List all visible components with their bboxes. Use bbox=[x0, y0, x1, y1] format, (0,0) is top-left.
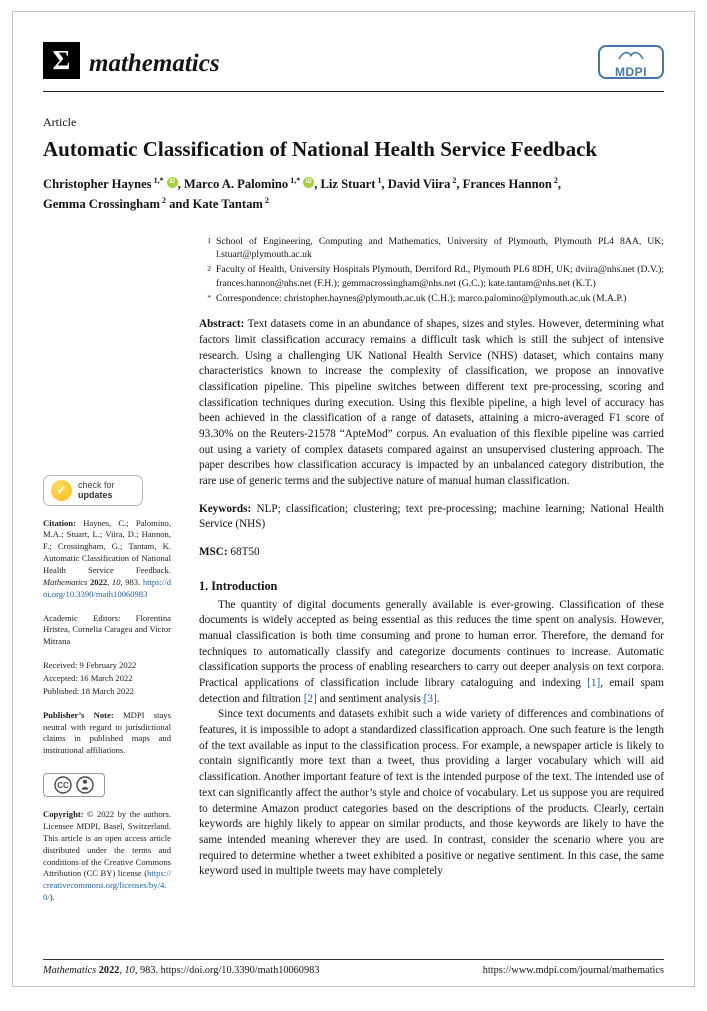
text-segment: Text datasets come in an abundance of shapes, sizes and styles. However, determining what factors limit classification accuracy remains a difficult task which is still the subject of intensive research. Using a challenging UK National Health Service (NHS) dataset, which contains many characteristics known to increase the complexity of classification, we propose an innovative classification pipeline. This pipeline switches between different text pre-processing, scoring and classification techniques during execution. Using this flexible pipeline, a high level of accuracy has been achieved in the classification of a range of datasets, attaining a micro-averaged F1 score of 93.30% on the Reuters-21578 “ApteMod” corpus. An evaluation of this flexible pipeline was carried out using a variety of complex datasets compared against an unsupervised clustering approach. The paper describes how classification accuracy is impacted by an unbalanced category distribution, the rare use of generic terms and the subjective nature of manual human classification. bbox=[199, 318, 664, 488]
mdpi-book-icon bbox=[618, 47, 644, 65]
text-segment: Abstract: bbox=[199, 318, 248, 331]
check-for-updates-label bbox=[78, 480, 115, 501]
journal-brand bbox=[43, 42, 220, 79]
author: Frances Hannon $^2$, bbox=[462, 176, 562, 192]
author: David Viira $^2$, bbox=[387, 176, 463, 192]
text-segment: © 2022 by the authors. Licensee MDPI, Basel, Switzerland. This article is an open access article distributed under the terms and conditions of the Creative Commons Attribution (CC BY) license ( bbox=[43, 809, 171, 879]
author-list bbox=[43, 174, 664, 214]
text-segment: Copyright: bbox=[43, 809, 88, 820]
text-segment: MDPI stays neutral with regard to jurisdictional claims in published maps and institutional affiliations. bbox=[43, 709, 172, 756]
citation-note bbox=[43, 518, 171, 601]
citation-ref[interactable]: [2] bbox=[303, 692, 317, 705]
citation-ref[interactable]: [3] bbox=[423, 692, 437, 705]
badge-line-2: updates bbox=[78, 490, 113, 501]
text-segment: , 983. bbox=[134, 965, 161, 976]
svg-text:CC: CC bbox=[57, 781, 69, 791]
text-segment: , 983. bbox=[120, 576, 143, 587]
affiliation-number: 2 bbox=[207, 264, 211, 274]
text-segment: Mathematics bbox=[43, 965, 99, 976]
abstract bbox=[199, 317, 664, 489]
text-segment: Publisher’s Note: bbox=[43, 709, 124, 720]
affiliation-row bbox=[199, 292, 664, 306]
orcid-icon[interactable]: iD bbox=[167, 177, 178, 188]
cc-by-license-icon[interactable] bbox=[43, 773, 105, 797]
content-columns bbox=[43, 235, 664, 904]
link-text[interactable]: https://creativecommons.org/licenses/by/4.0/ bbox=[43, 868, 171, 903]
msc bbox=[199, 545, 664, 561]
journal-header bbox=[43, 42, 664, 92]
text-segment: Mathematics bbox=[43, 576, 90, 587]
article-type: Article bbox=[43, 115, 77, 129]
journal-name: mathematics bbox=[89, 50, 220, 77]
text-segment: . bbox=[436, 692, 440, 705]
page bbox=[12, 11, 695, 987]
text-segment: , bbox=[119, 965, 125, 976]
affiliation-number: 1 bbox=[207, 235, 211, 245]
intro-paragraph-2: Since text documents and datasets exhibit such a wide variety of differences and combinations of features, it is impossible to adopt a standardized classification approach. One such feature is the length of the text available as input to the classification process. For example, a newspaper article is likely to contain significantly more text than a tweet, thus providing a larger vocabulary which will aid classification. Another important feature of text is the intended purpose of the text. The intended use of text can significantly affect the author’s style and choice of vocabulary. Let us suppose you are required to determine Amazon product categories based on the descriptions of the products. Clearly, certain keywords are highly likely to appear on similar products, and those keywords are likely to have the same intended meaning wherever they are used. In contrast, consider the scenario where you are required to determine whether a tweet exhibited a positive or negative sentiment. In this case, the same keyword used in multiple tweets may have completely bbox=[199, 708, 664, 878]
text-segment: ). bbox=[49, 892, 55, 903]
section-heading-introduction: 1. Introduction bbox=[199, 578, 278, 593]
text-segment: and sentiment analysis bbox=[316, 692, 424, 705]
link-text[interactable]: https://doi.org/10.3390/math10060983 bbox=[43, 576, 172, 599]
mdpi-logo-text: MDPI bbox=[615, 64, 647, 79]
academic-editors: Academic Editors: Florentina Hristea, Cornelia Caragea and Victor Mitrana bbox=[43, 612, 171, 647]
text-segment: Citation: bbox=[43, 517, 84, 528]
affiliation-text: Correspondence: christopher.haynes@plymouth.ac.uk (C.H.); marco.palomino@plymouth.ac.uk (M.A.P.) bbox=[216, 292, 627, 304]
text-segment: , bbox=[107, 576, 112, 587]
text-segment: 68T50 bbox=[230, 546, 260, 559]
intro-paragraph-1 bbox=[199, 598, 664, 708]
text-segment: 2022 bbox=[89, 576, 108, 587]
citation-ref[interactable]: [1] bbox=[587, 677, 601, 690]
affiliation-list bbox=[199, 235, 664, 306]
check-for-updates-badge[interactable] bbox=[43, 475, 143, 506]
received-date: Received: 9 February 2022 bbox=[43, 660, 137, 671]
accepted-date: Accepted: 16 March 2022 bbox=[43, 672, 133, 683]
affiliation-number: * bbox=[207, 292, 211, 302]
orcid-icon[interactable]: iD bbox=[303, 177, 314, 188]
affiliation-row bbox=[199, 263, 664, 291]
page-footer bbox=[43, 959, 664, 976]
author: Kate Tantam $^2$ bbox=[192, 196, 269, 212]
history-dates bbox=[43, 660, 171, 698]
footer-journal-url: https://www.mdpi.com/journal/mathematics bbox=[482, 965, 664, 976]
published-date: Published: 18 March 2022 bbox=[43, 685, 134, 696]
sigma-glyph: Σ bbox=[52, 45, 71, 75]
badge-line-1: check for bbox=[78, 479, 115, 490]
author: Gemma Crossingham $^2$ and bbox=[43, 196, 193, 212]
text-segment: , email spam detection and filtration bbox=[199, 677, 665, 705]
text-segment: NLP; classification; clustering; text pre-processing; machine learning; National Health Service (NHS) bbox=[199, 502, 665, 531]
text-segment: 10 bbox=[124, 965, 135, 976]
affiliation-text: School of Engineering, Computing and Mathematics, University of Plymouth, Plymouth PL4 8AA, UK; l.stuart@plymouth.ac.uk bbox=[216, 235, 664, 261]
sidebar bbox=[43, 235, 171, 904]
footer-citation bbox=[43, 965, 319, 976]
main-content bbox=[199, 235, 664, 904]
sigma-logo-icon bbox=[43, 42, 80, 79]
text-segment: 2022 bbox=[98, 965, 120, 976]
author: Marco A. Palomino $^{1,*}$ iD , bbox=[183, 176, 321, 192]
mdpi-logo[interactable] bbox=[598, 45, 664, 79]
text-segment: MSC: bbox=[199, 546, 231, 559]
author: Christopher Haynes $^{1,*}$ iD , bbox=[43, 176, 184, 192]
copyright-note bbox=[43, 809, 171, 904]
text-segment: Haynes, C.; Palomino, M.A.; Stuart, L.; Viira, D.; Hannon, F.; Crossingham, G.; Tantam, K. Automatic Classification of National Health Service Feedback. bbox=[43, 517, 171, 575]
publisher-note bbox=[43, 710, 171, 757]
text-segment: The quantity of digital documents generally available is ever-growing. Classification of these documents is widely accepted as being essential as this reduces the time spent on analysis. However, manual classification is both time consuming and prone to human error. Therefore, the demand for techniques to automatically classify and categorize documents continues to increase. Automatic classification supports the process of enabling researchers to carry out deeper analysis on text corpora. Practical applications of classification include library cataloguing and indexing bbox=[199, 598, 664, 690]
keywords bbox=[199, 502, 664, 533]
text-segment: 10 bbox=[111, 576, 121, 587]
text-segment: https://doi.org/10.3390/math10060983 bbox=[160, 965, 320, 976]
check-icon: ✓ bbox=[51, 480, 72, 501]
affiliation-row bbox=[199, 235, 664, 263]
affiliation-text: Faculty of Health, University Hospitals Plymouth, Derriford Rd., Plymouth PL6 8DH, UK; dviira@nhs.net (D.V.); frances.hannon@nhs.net (F.H.); gemmacrossingham@nhs.net (G.C.); kate.tantam@nhs.net (K.T.) bbox=[216, 264, 664, 289]
article-title: Automatic Classification of National Health Service Feedback bbox=[43, 137, 598, 161]
text-segment: Keywords: bbox=[199, 502, 257, 515]
author: Liz Stuart $^1$, bbox=[320, 176, 388, 192]
